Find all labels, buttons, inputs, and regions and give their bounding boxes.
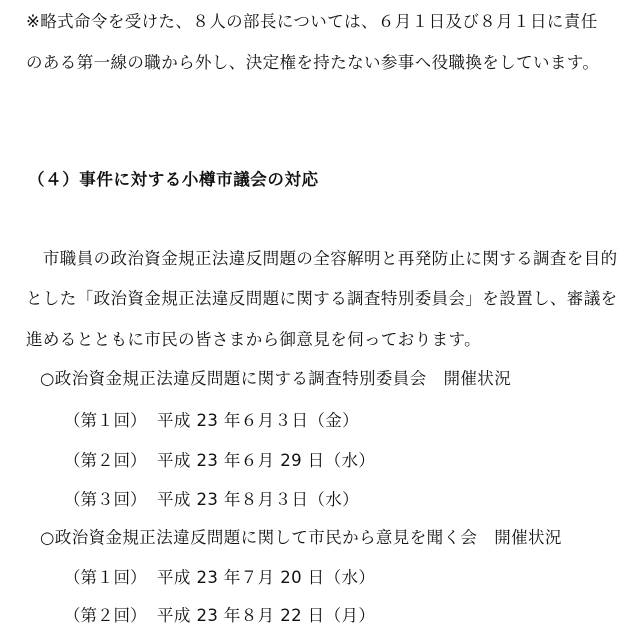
meeting-number: （第２回） — [64, 451, 147, 470]
meeting-date: 平成 23 年６月 29 日（水） — [157, 451, 376, 470]
paragraph-line-1: 市職員の政治資金規正法違反問題の全容解明と再発防止に関する調査を目的 — [26, 249, 618, 268]
meeting-number: （第２回） — [64, 606, 147, 625]
meeting-date: 平成 23 年８月３日（水） — [157, 490, 360, 509]
meeting-number: （第１回） — [64, 411, 147, 430]
meeting-date: 平成 23 年８月 22 日（月） — [157, 606, 376, 625]
meeting-date: 平成 23 年６月３日（金） — [157, 411, 360, 430]
note-line-1: ※略式命令を受けた、８人の部長については、６月１日及び８月１日に責任 — [26, 12, 598, 31]
meeting-date: 平成 23 年７月 20 日（水） — [157, 568, 376, 587]
paragraph-line-2: とした「政治資金規正法違反問題に関する調査特別委員会」を設置し、審議を — [26, 289, 618, 308]
meeting-number: （第１回） — [64, 568, 147, 587]
meeting-number: （第３回） — [64, 490, 147, 509]
hearing-title: ○政治資金規正法違反問題に関して市民から意見を聞く会 開催状況 — [40, 528, 562, 547]
section-heading: （４）事件に対する小樽市議会の対応 — [28, 170, 319, 189]
committee-title: ○政治資金規正法違反問題に関する調査特別委員会 開催状況 — [40, 369, 512, 388]
note-line-2: のある第一線の職から外し、決定権を持たない参事へ役職換をしています。 — [26, 53, 600, 72]
paragraph-line-3: 進めるとともに市民の皆さまから御意見を伺っております。 — [26, 330, 481, 349]
